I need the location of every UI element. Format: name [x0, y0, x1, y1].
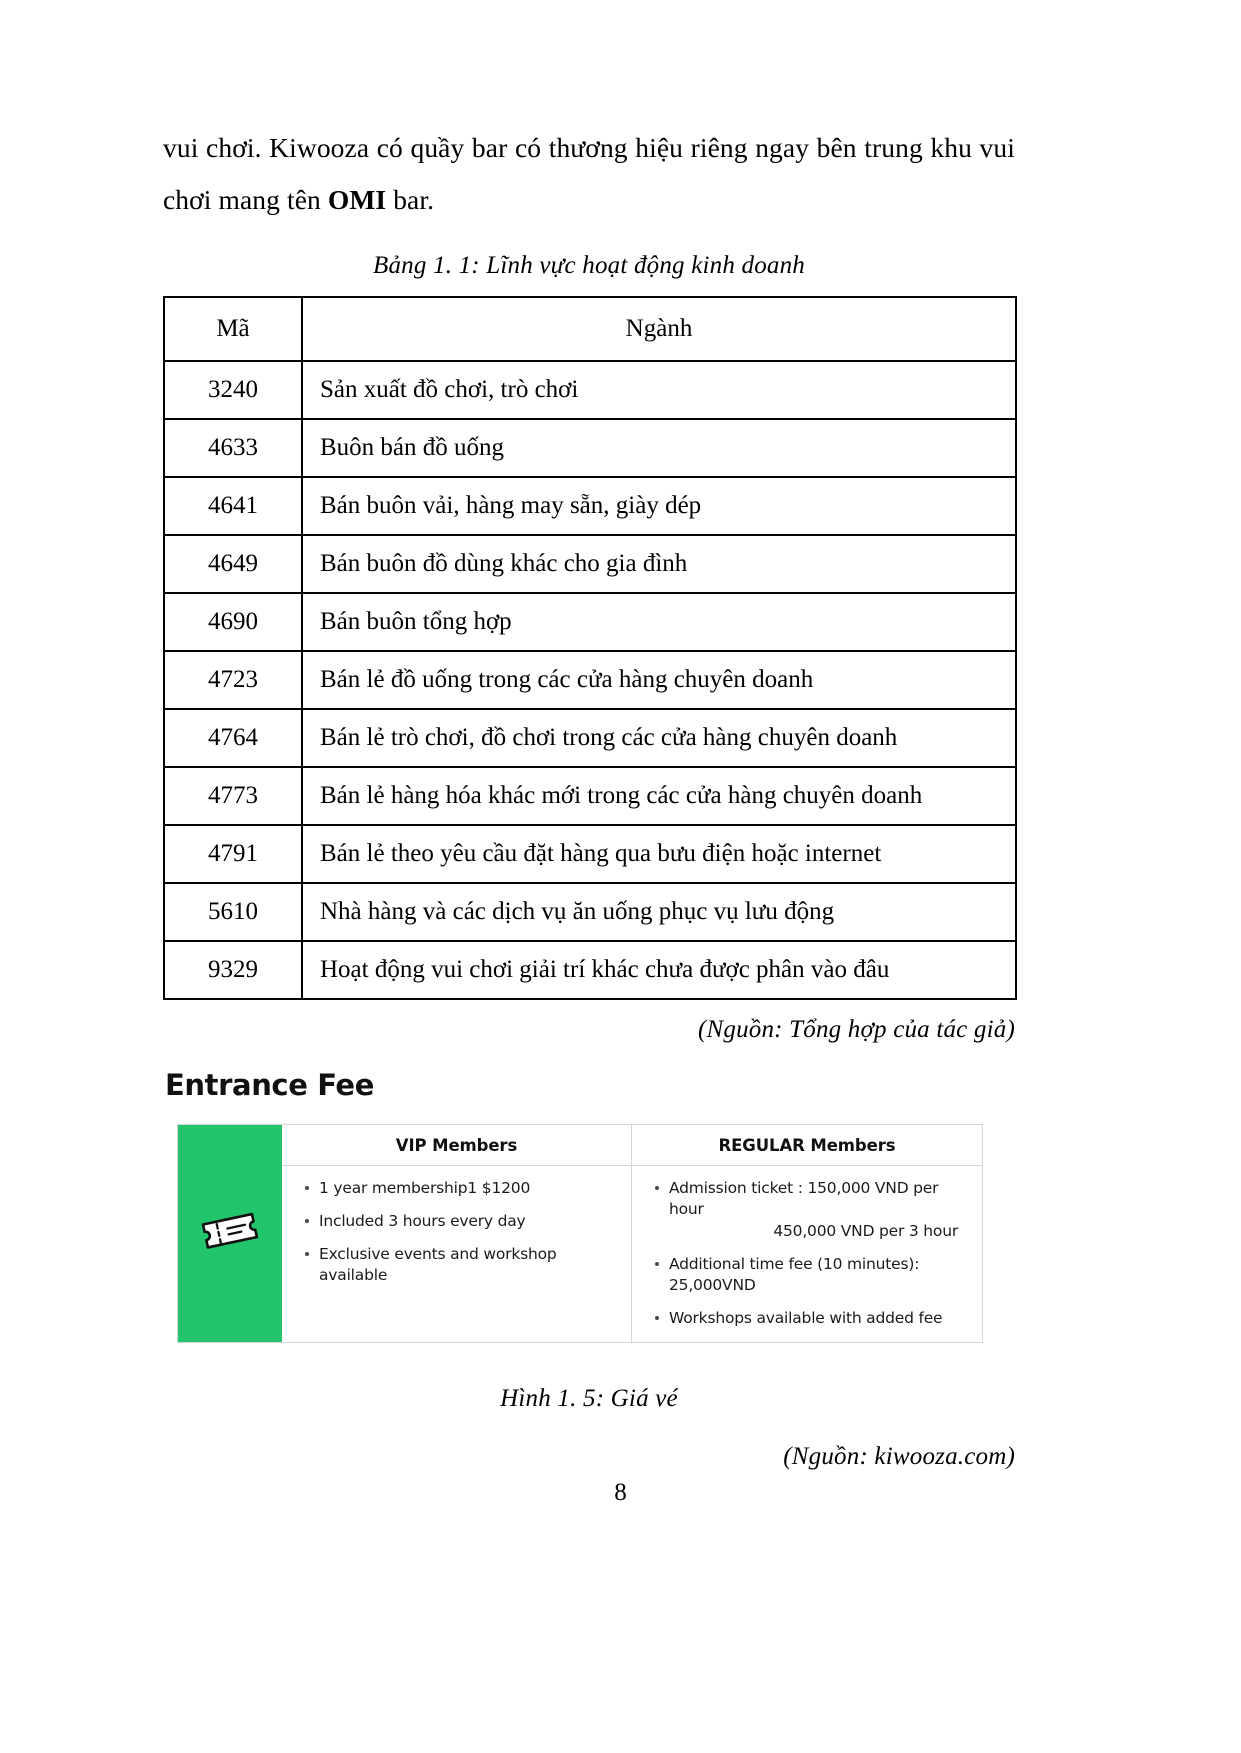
entrance-fee-heading: Entrance Fee — [165, 1068, 374, 1102]
vip-column-header: VIP Members — [282, 1125, 631, 1166]
row-code: 4649 — [164, 535, 302, 593]
column-header-code: Mã — [164, 297, 302, 361]
table-row — [164, 941, 1016, 999]
page-number: 8 — [614, 1479, 627, 1506]
row-industry: Buôn bán đồ uống — [302, 419, 1016, 477]
row-industry: Sản xuất đồ chơi, trò chơi — [302, 361, 1016, 419]
paragraph-bold-term: OMI — [327, 184, 387, 215]
table-row — [164, 477, 1016, 535]
list-item — [304, 1244, 621, 1286]
vip-benefit-list — [282, 1166, 631, 1299]
table-row — [164, 651, 1016, 709]
regular-item-text: Admission ticket : 150,000 VND per hour — [669, 1179, 939, 1218]
row-code: 4791 — [164, 825, 302, 883]
table-row — [164, 361, 1016, 419]
list-item — [654, 1254, 972, 1296]
fee-column-regular — [632, 1125, 982, 1342]
vip-item-text: 1 year membership1 $1200 — [319, 1179, 531, 1197]
business-activities-table — [163, 296, 1017, 1000]
row-code: 4723 — [164, 651, 302, 709]
list-item — [654, 1308, 972, 1329]
vip-item-text: Included 3 hours every day — [319, 1211, 526, 1230]
table-row — [164, 883, 1016, 941]
table-head — [164, 297, 1016, 361]
row-code: 4641 — [164, 477, 302, 535]
row-industry: Bán buôn vải, hàng may sẵn, giày dép — [302, 477, 1016, 535]
list-item — [304, 1178, 621, 1199]
row-code: 4764 — [164, 709, 302, 767]
table-source-note: (Nguồn: Tổng hợp của tác giả) — [697, 1016, 1015, 1043]
list-item — [654, 1178, 972, 1242]
row-code: 3240 — [164, 361, 302, 419]
table-caption: Bảng 1. 1: Lĩnh vực hoạt động kinh doanh — [372, 252, 805, 279]
regular-column-header — [632, 1125, 982, 1166]
paragraph-text-after-bold: bar. — [386, 184, 435, 215]
regular-benefit-list — [632, 1166, 982, 1342]
row-code: 5610 — [164, 883, 302, 941]
column-header-industry: Ngành — [302, 297, 1016, 361]
regular-item-subtext: 450,000 VND per 3 hour — [773, 1221, 958, 1240]
row-industry: Bán buôn đồ dùng khác cho gia đình — [302, 535, 1016, 593]
paragraph-text-before-bold: vui chơi. Kiwooza có quầy bar có thương hiệu riêng ngay bên trung khu vui chơi mang tên — [163, 132, 1015, 215]
fee-icon-cell — [178, 1125, 282, 1342]
row-industry: Bán lẻ đồ uống trong các cửa hàng chuyên doanh — [302, 651, 1016, 709]
row-code: 9329 — [164, 941, 302, 999]
fee-card — [177, 1124, 983, 1343]
row-industry: Hoạt động vui chơi giải trí khác chưa được phân vào đâu — [302, 941, 1016, 999]
row-industry: Nhà hàng và các dịch vụ ăn uống phục vụ lưu động — [302, 883, 1016, 941]
body-paragraph — [163, 0, 1015, 226]
list-item — [304, 1211, 621, 1232]
regular-item-text: Additional time fee (10 minutes): 25,000VND — [669, 1254, 920, 1294]
table-header-row — [164, 297, 1016, 361]
figure-caption: Hình 1. 5: Giá vé — [500, 1384, 678, 1412]
row-industry: Bán lẻ theo yêu cầu đặt hàng qua bưu điện hoặc internet — [302, 825, 1016, 883]
regular-header-suffix: Members — [804, 1136, 896, 1155]
regular-item-text: Workshops available with added fee — [669, 1308, 943, 1327]
row-code: 4633 — [164, 419, 302, 477]
regular-header-prefix: REGULAR — [718, 1136, 805, 1155]
row-industry: Bán buôn tổng hợp — [302, 593, 1016, 651]
table-row — [164, 419, 1016, 477]
vip-item-text: Exclusive events and workshop available — [319, 1244, 557, 1284]
ticket-icon — [201, 1208, 259, 1259]
row-code: 4773 — [164, 767, 302, 825]
table-body — [164, 361, 1016, 999]
table-row — [164, 825, 1016, 883]
row-industry: Bán lẻ hàng hóa khác mới trong các cửa hàng chuyên doanh — [302, 767, 1016, 825]
table-row — [164, 593, 1016, 651]
row-industry: Bán lẻ trò chơi, đồ chơi trong các cửa hàng chuyên doanh — [302, 709, 1016, 767]
table-row — [164, 767, 1016, 825]
table-row — [164, 535, 1016, 593]
table-row — [164, 709, 1016, 767]
fee-column-vip — [282, 1125, 632, 1342]
figure-source-note: (Nguồn: kiwooza.com) — [783, 1442, 1015, 1470]
page-content — [163, 0, 1015, 1471]
entrance-fee-figure — [163, 1068, 1015, 1471]
fee-columns — [282, 1125, 982, 1342]
row-code: 4690 — [164, 593, 302, 651]
